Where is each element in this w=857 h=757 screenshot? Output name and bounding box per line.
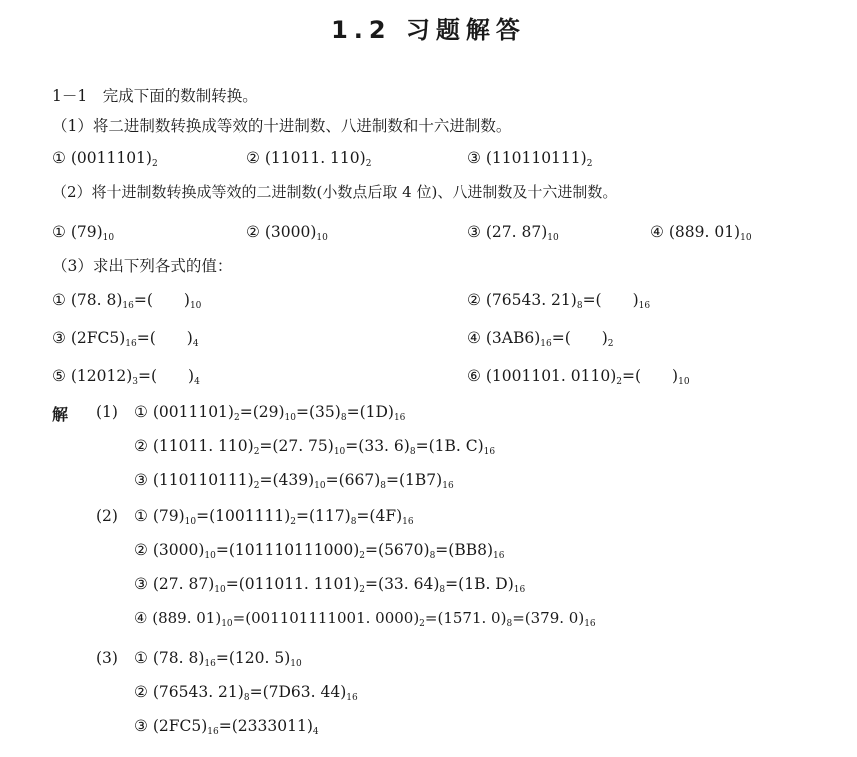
solution-part1-tag: (1) [96, 403, 118, 421]
part3-item-4: ④ $(3AB6)_{16}=$( )$_2$ [467, 329, 614, 349]
part1-item-2: ② (11011. $110)_2$ [246, 149, 372, 169]
solution-part3-tag: (3) [96, 649, 118, 667]
solution-part1-eq-2: ② (11011. $110)_2=(27$. $75)_{10}=(33$. $6)_8=(1B$. $C)_{16}$ [134, 437, 496, 457]
solution-part3-eq-3: ③ $(2FC5)_{16}=(2333011)_4$ [134, 717, 319, 737]
part2-item-4: ④ (889. $01)_{10}$ [650, 223, 752, 243]
part2-heading: （2）将十进制数转换成等效的二进制数(小数点后取 4 位)、八进制数及十六进制数。 [52, 183, 618, 201]
section-title: 1.2 习题解答 [331, 16, 526, 44]
part1-heading: （1）将二进制数转换成等效的十进制数、八进制数和十六进制数。 [52, 117, 512, 135]
part2-item-1: ① $(79)_{10}$ [52, 223, 115, 243]
solution-part3-eq-2: ② (76543. $21)_8=(7D63$. $44)_{16}$ [134, 683, 358, 703]
part1-item-1: ① $(0011101)_2$ [52, 149, 158, 169]
problem-header: 1－1 完成下面的数制转换。 [52, 87, 258, 105]
part2-item-2: ② $(3000)_{10}$ [246, 223, 328, 243]
part3-item-2: ② (76543. $21)_8=$( )$_{16}$ [467, 291, 651, 311]
part3-item-3: ③ $(2FC5)_{16}=$( )$_4$ [52, 329, 199, 349]
solution-part1-eq-3: ③ $(110110111)_2=(439)_{10}=(667)_8=(1B7)_{16}$ [134, 471, 454, 491]
solution-part2-eq-1: ① $(79)_{10}=(1001111)_2=(117)_8=(4F)_{16}$ [134, 507, 414, 527]
solution-label: 解 [52, 405, 69, 424]
part1-item-3: ③ $(110110111)_2$ [467, 149, 593, 169]
solution-part2-eq-4: ④ (889. $01)_{10}=(001101111001$. $0000)_2=(1571$. $0)_8=(379$. $0)_{16}$ [134, 609, 596, 629]
part3-item-6: ⑥ (1001101. $0110)_2=$( )$_{10}$ [467, 367, 690, 387]
solution-part1-eq-1: ① $(0011101)_2=(29)_{10}=(35)_8=(1D)_{16}$ [134, 403, 406, 423]
part3-item-1: ① (78. $8)_{16}=$( )$_{10}$ [52, 291, 202, 311]
solution-part2-eq-2: ② $(3000)_{10}=(101110111000)_2=(5670)_8=(BB8)_{16}$ [134, 541, 505, 561]
part3-item-5: ⑤ $(12012)_3=$( )$_4$ [52, 367, 200, 387]
part3-heading: （3）求出下列各式的值： [52, 257, 233, 275]
solution-part2-tag: (2) [96, 507, 118, 525]
part2-item-3: ③ (27. $87)_{10}$ [467, 223, 559, 243]
solution-part2-eq-3: ③ (27. $87)_{10}=(011011$. $1101)_2=(33$. $64)_8=(1B$. $D)_{16}$ [134, 575, 526, 595]
solution-part3-eq-1: ① (78. $8)_{16}=(120$. $5)_{10}$ [134, 649, 302, 669]
